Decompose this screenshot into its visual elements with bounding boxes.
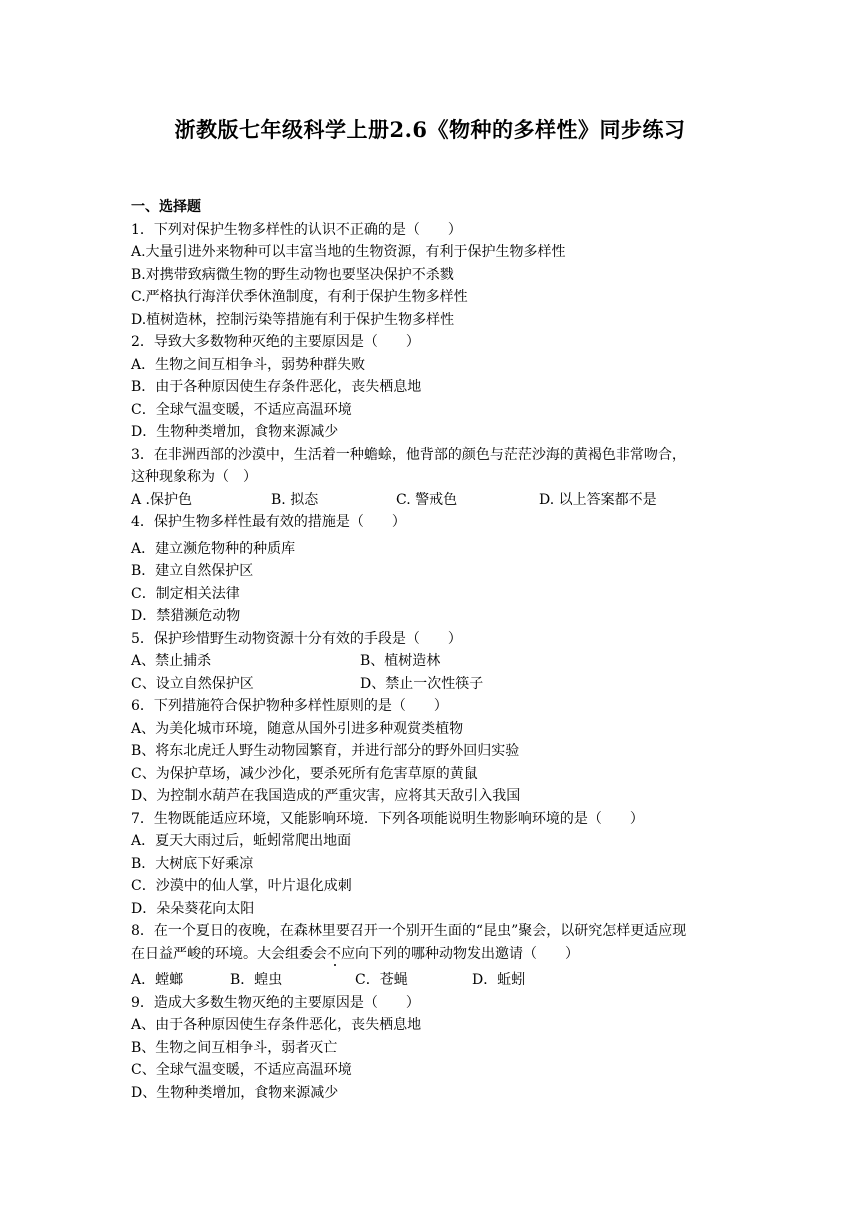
question-3-option-a: A .保护色 <box>131 491 193 508</box>
question-2-option-c: C．全球气温变暖，不适应高温环境 <box>131 401 352 418</box>
question-6-stem: 6．下列措施符合保护物种多样性原则的是（ ） <box>131 698 448 714</box>
question-list <box>131 196 741 1104</box>
question-9-option-b: B、生物之间互相争斗，弱者灭亡 <box>131 1039 338 1056</box>
question-9-option-a: A、由于各种原因使生存条件恶化，丧失栖息地 <box>131 1017 422 1033</box>
document-title: 浙教版七年级科学上册2.6《物种的多样性》同步练习 <box>174 117 686 142</box>
question-9-option-c: C、全球气温变暖，不适应高温环境 <box>131 1062 352 1078</box>
question-2-stem: 2．导致大多数物种灭绝的主要原因是（ ） <box>131 334 420 350</box>
question-1-option-d: D.植树造林，控制污染等措施有利于保护生物多样性 <box>131 311 455 328</box>
question-3-option-c: C. 警戒色 <box>396 491 458 508</box>
question-8-option-c: C．苍蝇 <box>355 972 408 988</box>
question-8-options <box>131 969 741 992</box>
question-5-stem: 5．保护珍惜野生动物资源十分有效的手段是（ ） <box>131 630 462 647</box>
question-1-option-a: A.大量引进外来物种可以丰富当地的生物资源，有利于保护生物多样性 <box>131 244 566 260</box>
question-8-option-a: A．螳螂 <box>131 972 184 988</box>
question-1-stem: 1．下列对保护生物多样性的认识不正确的是（ ） <box>131 221 462 238</box>
question-8-option-d: D．蚯蚓 <box>472 972 526 988</box>
question-7-option-c: C．沙漠中的仙人掌，叶片退化成刺 <box>131 878 352 894</box>
question-3-option-d: D. 以上答案都不是 <box>539 491 657 508</box>
question-3-stem-line-1: 3．在非洲西部的沙漠中，生活着一种蟾蜍，他背部的颜色与茫茫沙海的黄褐色非常吻合， <box>131 446 686 463</box>
question-5-option-b: B、植树造林 <box>360 653 441 669</box>
question-2-option-b: B．由于各种原因使生存条件恶化，丧失栖息地 <box>131 379 422 395</box>
question-1-option-b: B.对携带致病微生物的野生动物也要坚决保护不杀戮 <box>131 266 454 283</box>
question-7-option-d: D．朵朵葵花向太阳 <box>131 900 255 917</box>
question-7-stem: 7．生物既能适应环境，又能影响环境．下列各项能说明生物影响环境的是（ ） <box>131 810 644 827</box>
question-4-option-c: C．制定相关法律 <box>131 585 240 602</box>
question-2-option-d: D．生物种类增加，食物来源减少 <box>131 424 339 440</box>
question-8-option-b: B．蝗虫 <box>230 972 283 988</box>
question-8-emphasis-not: 不 <box>327 945 341 962</box>
question-6-option-d: D、为控制水葫芦在我国造成的严重灾害，应将其天敌引入我国 <box>131 788 521 804</box>
question-9-option-d: D、生物种类增加，食物来源减少 <box>131 1084 339 1101</box>
question-5-options-row-2 <box>131 673 741 696</box>
question-4-stem: 4．保护生物多样性最有效的措施是（ ） <box>131 514 406 530</box>
question-8-stem-part-2: 应向下列的哪种动物发出邀请（ ） <box>341 945 579 962</box>
question-3-options <box>131 489 741 512</box>
question-2-option-a: A．生物之间互相争斗，弱势种群失败 <box>131 356 366 373</box>
question-5-option-d: D、禁止一次性筷子 <box>360 675 484 692</box>
question-6-option-b: B、将东北虎迁人野生动物园繁育，并进行部分的野外回归实验 <box>131 743 520 759</box>
question-4-option-d: D．禁猎濒危动物 <box>131 608 241 624</box>
question-3-option-b: B. 拟态 <box>271 491 319 508</box>
question-6-option-a: A、为美化城市环境，随意从国外引进多种观赏类植物 <box>131 720 464 737</box>
question-7-option-a: A．夏天大雨过后，蚯蚓常爬出地面 <box>131 833 352 849</box>
section-heading: 一、选择题 <box>131 199 201 215</box>
question-4-option-b: B．建立自然保护区 <box>131 563 254 579</box>
question-8-stem-line-2 <box>131 943 741 966</box>
question-8-stem-line-1: 8．在一个夏日的夜晚，在森林里要召开一个别开生面的“昆虫”聚会，以研究怎样更适应现 <box>131 923 687 939</box>
question-9-stem: 9．造成大多数生物灭绝的主要原因是（ ） <box>131 994 420 1011</box>
question-5-options-row-1 <box>131 650 741 673</box>
question-1-option-c: C.严格执行海洋伏季休渔制度，有利于保护生物多样性 <box>131 289 468 305</box>
question-5-option-c: C、设立自然保护区 <box>131 675 254 692</box>
question-3-stem-line-2: 这种现象称为（ ） <box>131 469 257 485</box>
question-7-option-b: B．大树底下好乘凉 <box>131 855 254 872</box>
question-4-option-a: A．建立濒危物种的种质库 <box>131 540 296 557</box>
question-5-option-a: A、禁止捕杀 <box>131 653 212 669</box>
question-8-stem-part-1: 在日益严峻的环境。大会组委会 <box>131 945 327 962</box>
question-6-option-c: C、为保护草场，减少沙化，要杀死所有危害草原的黄鼠 <box>131 765 478 782</box>
